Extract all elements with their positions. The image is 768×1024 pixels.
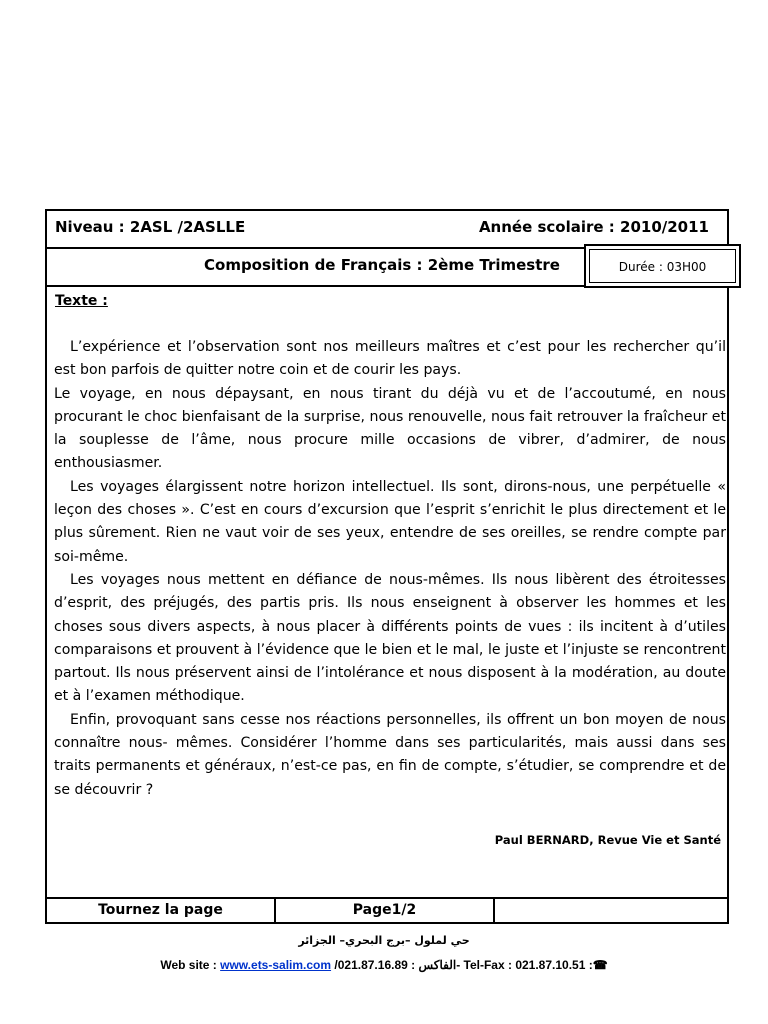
duration-box [584,244,741,288]
turn-page-label: Tournez la page [47,899,276,922]
paragraph: Le voyage, en nous dépaysant, en nous tirant du déjà vu et de l’accoutumé, en nous procurant le choc bienfaisant de la surprise, nous renouvelle, nous fait retrouver la fraîcheur et la souplesse de l’âme, nous procure mille occasions de vibrer, d’admirer, de nous enthousiasmer. [54,385,726,472]
niveau-label: Niveau : 2ASL /2ASLLE [55,218,246,236]
title-row [47,249,727,287]
exam-frame [45,209,729,924]
text-source: Paul BERNARD, Revue Vie et Santé [494,833,721,847]
text-body [54,336,726,802]
footer-contact [0,958,768,972]
website-link[interactable]: www.ets-salim.com [220,958,332,972]
footer-address: حي لملول –برج البحري– الجزائر [298,934,470,947]
duration-label: Durée : 03H00 [589,249,736,283]
phone-fax: /021.87.16.89 : الفاكس- Tel-Fax : 021.87.10.51 :☎ [331,958,608,972]
texte-heading: Texte : [55,293,108,309]
empty-cell [495,899,727,922]
paragraph: L’expérience et l’observation sont nos meilleurs maîtres et c’est pour les rechercher qu’il est bon parfois de quitter notre coin et de courir les pays. [54,339,726,379]
paragraph: Les voyages nous mettent en défiance de nous-mêmes. Ils nous libèrent des étroitesses d’esprit, des préjugés, des partis pris. Ils nous enseignent à observer les hommes et les choses sous divers aspects, à nous placer à différents points de vues : ils incitent à d’utiles comparaisons et prouvent à l’évidence que le bien et le mal, le juste et l’injuste se rencontrent partout. Ils nous préservent ainsi de l’intolérance et nous disposent à la modération, au doute et à l’examen méthodique. [54,571,726,705]
paragraph: Enfin, provoquant sans cesse nos réactions personnelles, ils offrent un bon moyen de nous connaître nous- mêmes. Considérer l’homme dans ses particularités, mais aussi dans ses traits permanents et généraux, n’est-ce pas, en fin de compte, s’étudier, se comprendre et de se découvrir ? [54,711,726,798]
web-label: Web site : [160,958,221,972]
school-year-label: Année scolaire : 2010/2011 [478,218,709,236]
bottom-row [47,897,727,922]
page-number: Page1/2 [276,899,495,922]
paragraph: Les voyages élargissent notre horizon intellectuel. Ils sont, dirons-nous, une perpétuelle « leçon des choses ». C’est en cours d’excursion que l’esprit s’enrichit le plus directement et le plus sûrement. Rien ne vaut voir de ses yeux, entendre de ses oreilles, se rendre compte par soi-même. [54,478,726,565]
exam-title: Composition de Français : 2ème Trimestre [204,256,560,274]
